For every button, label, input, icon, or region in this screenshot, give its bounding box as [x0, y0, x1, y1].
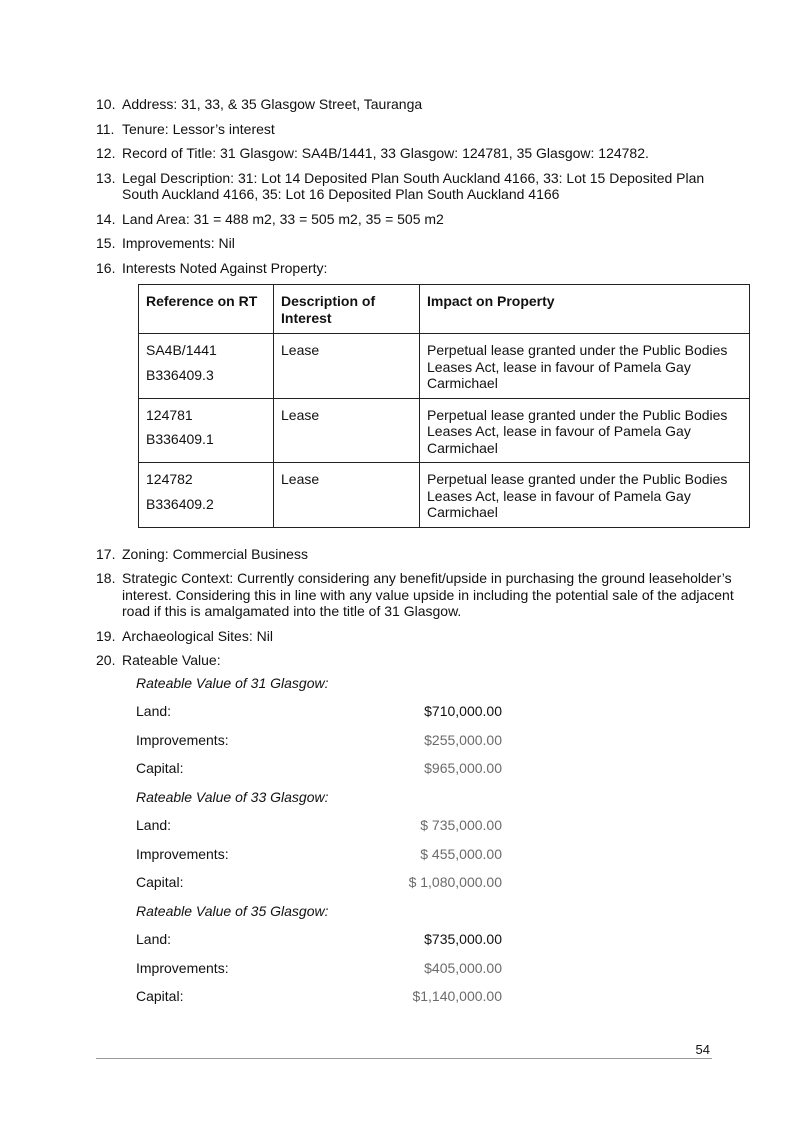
reference-cell [139, 463, 274, 528]
list-item [96, 260, 736, 277]
land-value: $710,000.00 [424, 703, 502, 719]
table-row [139, 463, 750, 528]
item-text: Record of Title: 31 Glasgow: SA4B/1441, 33 Glasgow: 124781, 35 Glasgow: 124782. [122, 145, 649, 161]
title-reference: 124781 [146, 406, 193, 423]
list-item [96, 170, 736, 203]
rateable-row [136, 817, 736, 846]
interests-table [138, 284, 750, 528]
item-text: Tenure: Lessor’s interest [122, 120, 275, 137]
list-item [96, 628, 736, 645]
footer-divider [96, 1058, 712, 1059]
value-label: Capital: [136, 760, 184, 776]
description-cell: Lease [274, 334, 420, 399]
instrument-reference: B336409.3 [146, 366, 214, 383]
instrument-reference: B336409.2 [146, 495, 214, 512]
value-label: Improvements: [136, 845, 229, 862]
rateable-row [136, 846, 736, 875]
rateable-values [136, 675, 736, 1017]
list-item [96, 570, 736, 620]
description-cell: Lease [274, 398, 420, 463]
reference-cell [139, 398, 274, 463]
land-value: $735,000.00 [424, 931, 502, 947]
improvements-value: $ 455,000.00 [420, 845, 502, 862]
land-value: $ 735,000.00 [420, 817, 502, 833]
document-body [96, 96, 736, 1017]
column-header: Description of Interest [274, 285, 420, 334]
table-header-row [139, 285, 750, 334]
value-label: Capital: [136, 874, 184, 890]
item-text: Strategic Context: Currently considering any benefit/upside in purchasing the ground leaseholder’s interest. Considering this in line with any value upside in including the potential sale of the adjacent road if this is amalgamated into the title of 31 Glasgow. [122, 570, 734, 619]
instrument-reference: B336409.1 [146, 431, 214, 447]
item-text: Interests Noted Against Property: [122, 259, 328, 276]
capital-value: $1,140,000.00 [412, 988, 502, 1004]
item-number: 14. [96, 210, 116, 227]
item-text: Legal Description: 31: Lot 14 Deposited Plan South Auckland 4166, 33: Lot 15 Deposited Plan South Auckland 4166, 35: Lot 16 Deposited Plan South Auckland 4166 [122, 169, 705, 202]
column-header: Impact on Property [420, 285, 750, 334]
table-row [139, 334, 750, 399]
impact-cell: Perpetual lease granted under the Public Bodies Leases Act, lease in favour of Pamela Gay Carmichael [420, 398, 750, 463]
item-number: 17. [96, 545, 116, 562]
rateable-row [136, 874, 736, 903]
impact-cell: Perpetual lease granted under the Public Bodies Leases Act, lease in favour of Pamela Gay Carmichael [420, 334, 750, 399]
item-number: 10. [96, 96, 116, 112]
page-number: 54 [695, 1042, 710, 1057]
item-text: Zoning: Commercial Business [122, 545, 308, 562]
item-number: 20. [96, 652, 116, 668]
improvements-value: $255,000.00 [424, 731, 502, 748]
value-label: Improvements: [136, 959, 229, 976]
capital-value: $965,000.00 [424, 760, 502, 776]
list-item [96, 546, 736, 563]
value-label: Land: [136, 703, 172, 719]
item-number: 19. [96, 627, 116, 644]
rateable-heading: Rateable Value of 35 Glasgow: [136, 902, 329, 919]
value-label: Capital: [136, 988, 184, 1004]
impact-cell: Perpetual lease granted under the Public Bodies Leases Act, lease in favour of Pamela Gay Carmichael [420, 463, 750, 528]
item-number: 13. [96, 169, 116, 186]
value-label: Improvements: [136, 731, 229, 748]
item-number: 16. [96, 259, 116, 276]
rateable-heading: Rateable Value of 33 Glasgow: [136, 788, 329, 805]
rateable-row [136, 732, 736, 761]
item-number: 11. [96, 120, 115, 137]
value-label: Land: [136, 817, 172, 833]
item-number: 18. [96, 570, 116, 586]
item-number: 12. [96, 145, 116, 161]
title-reference: 124782 [146, 471, 193, 487]
item-text: Address: 31, 33, & 35 Glasgow Street, Tauranga [122, 96, 423, 112]
rateable-row [136, 931, 736, 960]
column-header: Reference on RT [139, 285, 274, 334]
table-row [139, 398, 750, 463]
list-item [96, 145, 736, 162]
item-text: Improvements: Nil [122, 235, 235, 251]
rateable-row [136, 960, 736, 989]
rateable-row [136, 760, 736, 789]
rateable-row [136, 988, 736, 1017]
value-label: Land: [136, 931, 172, 947]
list-item [96, 652, 736, 669]
item-text: Rateable Value: [122, 652, 221, 668]
list-item [96, 121, 736, 138]
improvements-value: $405,000.00 [424, 959, 502, 976]
description-cell: Lease [274, 463, 420, 528]
list-item [96, 211, 736, 228]
reference-cell [139, 334, 274, 399]
rateable-heading: Rateable Value of 31 Glasgow: [136, 674, 329, 691]
list-item [96, 235, 736, 252]
item-text: Land Area: 31 = 488 m2, 33 = 505 m2, 35 = 505 m2 [122, 210, 444, 227]
capital-value: $ 1,080,000.00 [408, 874, 502, 890]
item-number: 15. [96, 235, 116, 251]
title-reference: SA4B/1441 [146, 342, 217, 358]
rateable-row [136, 703, 736, 732]
item-text: Archaeological Sites: Nil [122, 627, 273, 644]
list-item [96, 96, 736, 113]
